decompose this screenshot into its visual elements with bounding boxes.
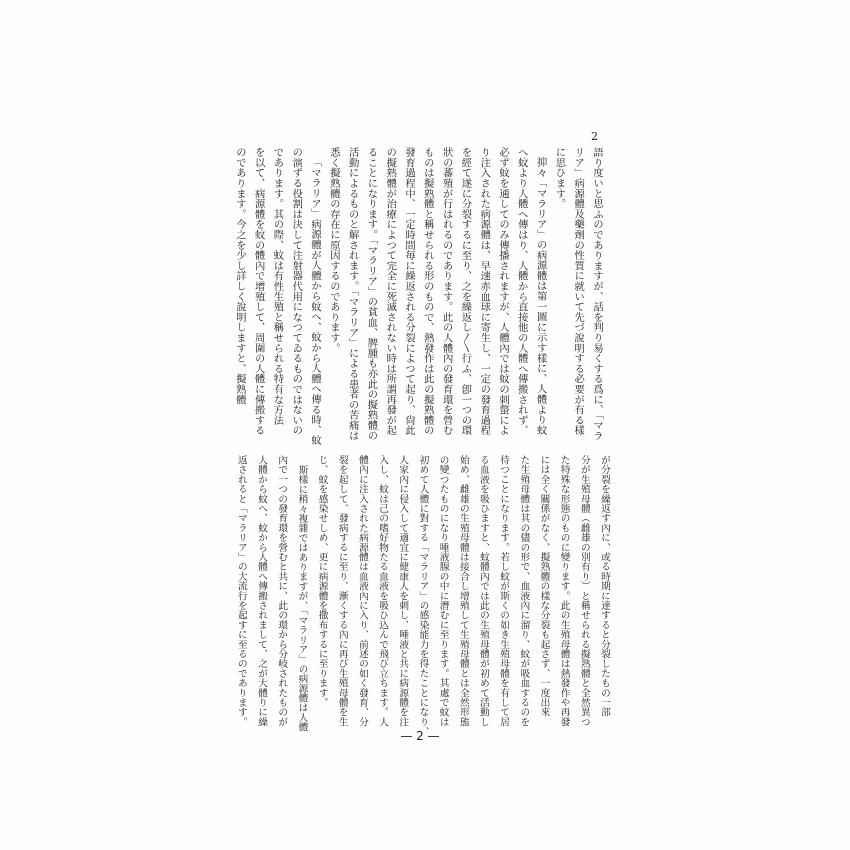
text-line: を經て遂に分裂するに至り、之を繰返し〳〵行ふ、卽一つの環 <box>459 147 472 436</box>
text-line: 發育過程中、一定時間毎に繰返される分裂によつて起り、尙此 <box>403 147 416 436</box>
text-line: ものは擬熟體と稱せられる形のもので、熱發作は此の擬熟體の <box>421 147 434 436</box>
text-line: 內で一つの發育環を營むと共に、此の環から分岐されたものが <box>276 455 288 727</box>
text-line: た特殊な形態のものに變ります。此の生殖母體は熱發作や再發 <box>558 455 570 727</box>
text-line: 裂を起して、發病するに至り、漸くする內に再び生殖母體を生 <box>336 455 348 727</box>
text-line: に思ひます。 <box>553 147 566 209</box>
page-number-top: 2 <box>591 130 598 143</box>
text-line: 抑々「マラリア」の病源體は第一圖に示す樣に、人體より蚊 <box>534 157 547 436</box>
text-line: 待つことになります。若し蚊が斯くの如き生殖母體を有して居 <box>498 455 510 727</box>
text-line: た生殖母體は其の儘の形で、血液內に溜り、蚊が吸血するのを <box>518 455 530 727</box>
text-line: であります。其の際、蚊は有性生殖と稱せられる特有な方法 <box>271 147 284 426</box>
text-line: 語り度いと思ふのでありますが、話を判り易くする爲に、「マラ <box>591 147 603 441</box>
text-line: の變つたものになり唾液腺の中に潛むに至ります。其處で蚊は <box>437 455 449 727</box>
text-line: が分裂を繰返す內に、或る時期に達すると分裂したもの一部 <box>599 455 610 717</box>
text-line: 體內に注入された病源體は血液內に入り、前述の如く發育、分 <box>356 455 368 727</box>
text-line: には全く關係がなく、擬熟體の樣な分裂も起さず、一度出來 <box>538 455 550 717</box>
text-line: の擬熟體が治療によつて完全に死滅されない時は所謂再發が起 <box>384 147 397 436</box>
text-line: 初めて人體に對する「マラリア」の感染能力を得たことになり、 <box>417 455 429 737</box>
text-line: 悉く擬熟體の存在に原因するのであります。 <box>327 147 340 353</box>
text-line: 始め、雌雄の生殖母體は接合し增殖して生殖母體とは全然形態 <box>457 455 469 727</box>
text-line: 分が生殖母體（雌雄の別有り）と稱せられる擬熟體と全然異つ <box>578 455 590 727</box>
text-line: 斯樣に稍々複雜ではありますが、「マラリア」の病源體は人體 <box>296 464 308 732</box>
text-line: 狀の蕃殖が行はれるのであります。此の人體內の發育環を營む <box>440 147 453 436</box>
text-line: ることになります。「マラリア」の貧血、脾腫も亦此の擬熟體の <box>365 147 378 441</box>
text-line: のであります。今之を少し詳しく說明しますと、擬熟體 <box>233 147 246 405</box>
text-line: じ、蚊を感染せしめ、更に病源體を撒布するに至ります。 <box>316 455 328 708</box>
upper-text-block <box>230 147 606 453</box>
text-line: 人體から蚊へ、蚊から人體へ傳搬されまして、之が大體りに繰 <box>256 455 268 727</box>
lower-text-block <box>230 455 614 737</box>
text-line: 活動によるものと解されます。「マラリア」による患者の苦痛は <box>346 147 359 441</box>
text-line: を以て、病源體を蚊の體內で增殖して、周圍の人體に傳搬する <box>252 147 265 436</box>
text-line: 必ず蚊を通してのみ傳播されますが、人體內では蚊の刺螫によ <box>497 147 510 436</box>
text-line: 入し、蚊は己の嗜好物たる血液を吸ひ込んで飛び立ちます。人 <box>377 455 389 727</box>
text-line: の演ずる役割は決して注射器代用になつてゐるものではないの <box>290 147 303 436</box>
text-line: る血液を吸ひますと、蚊體內では此の生殖母體が初めて活動し <box>477 455 489 727</box>
text-line: り注入された病源體は、早速赤血球に寄生し、一定の發育過程 <box>478 147 491 436</box>
text-line: 「マラリア」病源體が人體から蚊へ、蚊から人體へ傳る時、蚊 <box>309 157 322 446</box>
text-line: 人家內に侵入して適宜に健康人を刺し、唾液と共に病源體を注 <box>397 455 409 727</box>
text-line: リア」病源體及藥劑の性質に就いて先づ說明する必要が有る樣 <box>572 147 585 436</box>
text-line: へ蚊より人體へ傳はり、人體から直接他の人體へ傳搬されず、 <box>515 147 528 436</box>
page-number-bottom: — 2 — <box>400 729 440 743</box>
text-line: 返されると「マラリア」の大流行を起すに至るのであります。 <box>235 455 247 727</box>
